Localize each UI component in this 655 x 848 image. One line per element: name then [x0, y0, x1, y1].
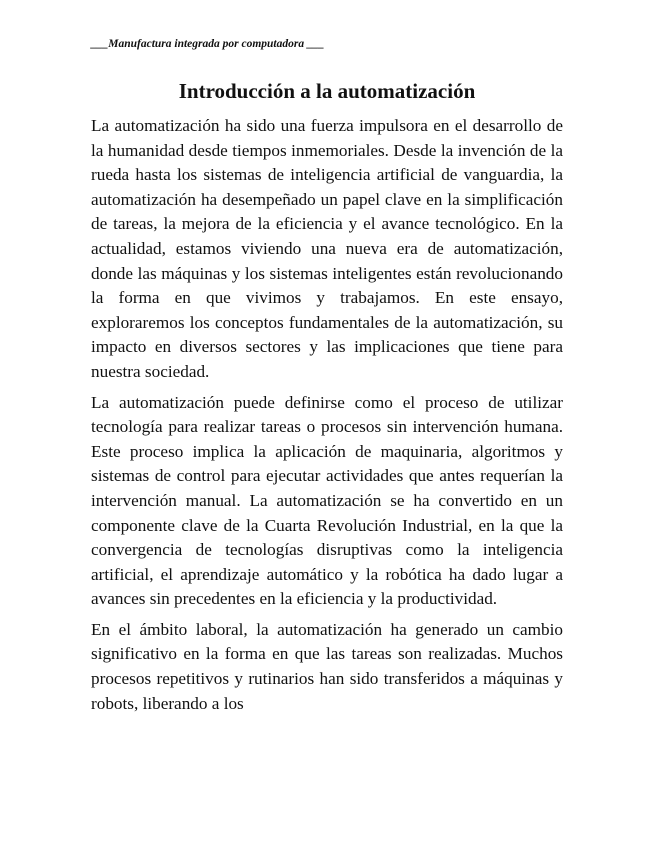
running-header: ___Manufactura integrada por computadora ___	[91, 38, 325, 50]
body-paragraph-1: La automatización ha sido una fuerza impulsora en el desarrollo de la humanidad desde tiempos inmemoriales. Desde la invención de la rueda hasta los sistemas de inteligencia artificial de vanguardia, la automatización ha desempeñado un papel clave en la simplificación de tareas, la mejora de la eficiencia y el avance tecnológico. En la actualidad, estamos viviendo una nueva era de automatización, donde las máquinas y los sistemas inteligentes están revolucionando la forma en que vivimos y trabajamos. En este ensayo, exploraremos los conceptos fundamentales de la automatización, su impacto en diversos sectores y las implicaciones que tiene para nuestra sociedad.	[91, 116, 563, 381]
document-title: Introducción a la automatización	[178, 79, 476, 103]
body-paragraph-3: En el ámbito laboral, la automatización ha generado un cambio significativo en la forma en que las tareas son realizadas. Muchos procesos repetitivos y rutinarios han sido transferidos a máquinas y robots, liberando a los	[91, 619, 563, 713]
body-paragraph-2: La automatización puede definirse como el proceso de utilizar tecnología para realizar tareas o procesos sin intervención humana. Este proceso implica la aplicación de maquinaria, algoritmos y sistemas de control para ejecutar actividades que antes requerían la intervención manual. La automatización se ha convertido en un componente clave de la Cuarta Revolución Industrial, en la que la convergencia de tecnologías disruptivas como la inteligencia artificial, el aprendizaje automático y la robótica ha dado lugar a avances sin precedentes en la eficiencia y la productividad.	[91, 392, 563, 609]
document-page	[91, 36, 563, 722]
